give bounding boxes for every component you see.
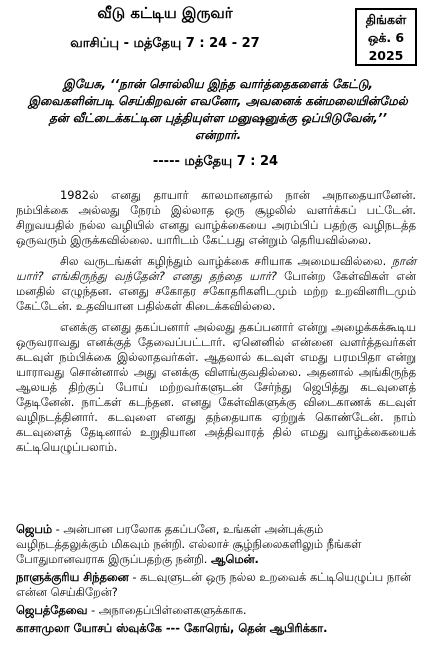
paragraph-2-start: சில வருடங்கள் கழிந்தும் வாழ்க்கை சரியாக அமையவில்லை. [60,254,387,268]
date-year: 2025 [368,48,404,63]
paragraph-2 [16,254,416,314]
prayer [16,522,416,567]
verse-reference: ----- மத்தேயு 7 : 24 [152,154,279,169]
paragraph-1: 1982ல் எனது தாயார் காலமானதால் நான் அநாதையானேன். நம்பிக்கை அல்லது நேரம் இல்லாத ஒரு சூழலில் வளர்க்கப் பட்டேன். சிறுவயதில் நல்ல வழியில் எனது வாழ்க்கையை அரம்பிப் பதற்கு வழிநடத்த ஒருவரும் இருக்கவில்லை. யாரிடம் கேட்பது என்றும் தெரியவில்லை. [16,188,416,247]
thought-text: - கடவுளுடன் ஒரு நல்ல உறவைக் கட்டியெழுப்ப நான் என்ன செய்கிறேன்? [16,570,412,599]
prayer-label: ஜெபம் [16,522,53,536]
key-verse: இயேசு, ‘‘நான் சொல்லிய இந்த வார்த்தைகளைக் கேட்டு, இவைகளின்படி செய்கிறவன் எவனோ, அவனைக் கன்மலையின்மேல் தன் வீட்டைக்கட்டின புத்தியுள்ள மனுஷனுக்கு ஒப்பிடுவேன்,’’ என்றார். [28,77,408,142]
prayer-need [16,603,416,618]
bible-reading: வாசிப்பு - மத்தேயு 7 : 24 - 27 [70,36,260,51]
paragraph-2-questions: நான் யார்? எங்கிருந்து வந்தேன்? எனது தந்தை யார்? [16,254,416,283]
prayer-text: - அன்பான பரலோக தகப்பனே, உங்கள் அன்புக்கும் வழிநடத்தலுக்கும் மிகவும் நன்றி. எல்லாச் சூழ்நிலைகளிலும் நீங்கள் போதுமானவராக இருப்பதற்கு நன்றி. [16,522,362,566]
date-box [355,8,417,66]
page-title: வீடு கட்டிய இருவர் [97,4,233,22]
closing-section [16,522,416,639]
date-day: திங்கள் [365,12,407,27]
prayer-amen: ஆமென். [211,552,259,566]
thought-label: நாளுக்குரிய சிந்தனை [16,570,129,584]
prayer-need-text: - அநாதைப்பிள்ளைகளுக்காக. [87,603,247,617]
date-month-day: ஒக். 6 [367,30,405,45]
paragraph-3: எனக்கு எனது தகப்பனார் அல்லது தகப்பனார் என்று அழைக்கக்கூடிய ஒருவராவது எனக்குத் தேவைப்பட்டார். ஏனெனில் என்னை வளர்த்தவர்கள் கடவுள் நம்பிக்கை இல்லாதவர்கள். ஆதலால் கடவுள் எமது பரமபிதா என்று யாராவது சொன்னால் அது எனக்கு விளங்குவதில்லை. அதனால் அங்கிருந்த ஆலயத் திற்குப் போய் மற்றவர்களுடன் சேர்ந்து ஜெபித்து கடவுளைத் தேடினேன். நாட்கள் கடந்தன. எனது கேள்விகளுக்கு விடைகாணக் கடவுள் வழிநடத்தினார். கடவுளை எனது தந்தையாக ஏற்றுக் கொண்டேன். நாம் கடவுளைத் தேடினால் உறுதியான அத்திவாரத் தில் எமது வாழ்க்கையைக் கட்டியெழுப்பலாம். [16,320,416,454]
paragraph-2-end: போன்ற கேள்விகள் என் மனதில் எழுந்தன. எனது சகோதர சகோதரிகளிடமும் மற்ற உறவினரிடமும் கேட்டேன். உதவியான பதில்கள் கிடைக்கவில்லை. [16,269,417,313]
daily-thought [16,570,416,600]
devotional-body [16,188,416,461]
author-line: காசாமுலா யோசப் ஸ்வுக்கே --- கோரெங், தென் ஆபிரிக்கா. [16,621,328,635]
prayer-need-label: ஜெபத்தேவை [16,603,88,617]
